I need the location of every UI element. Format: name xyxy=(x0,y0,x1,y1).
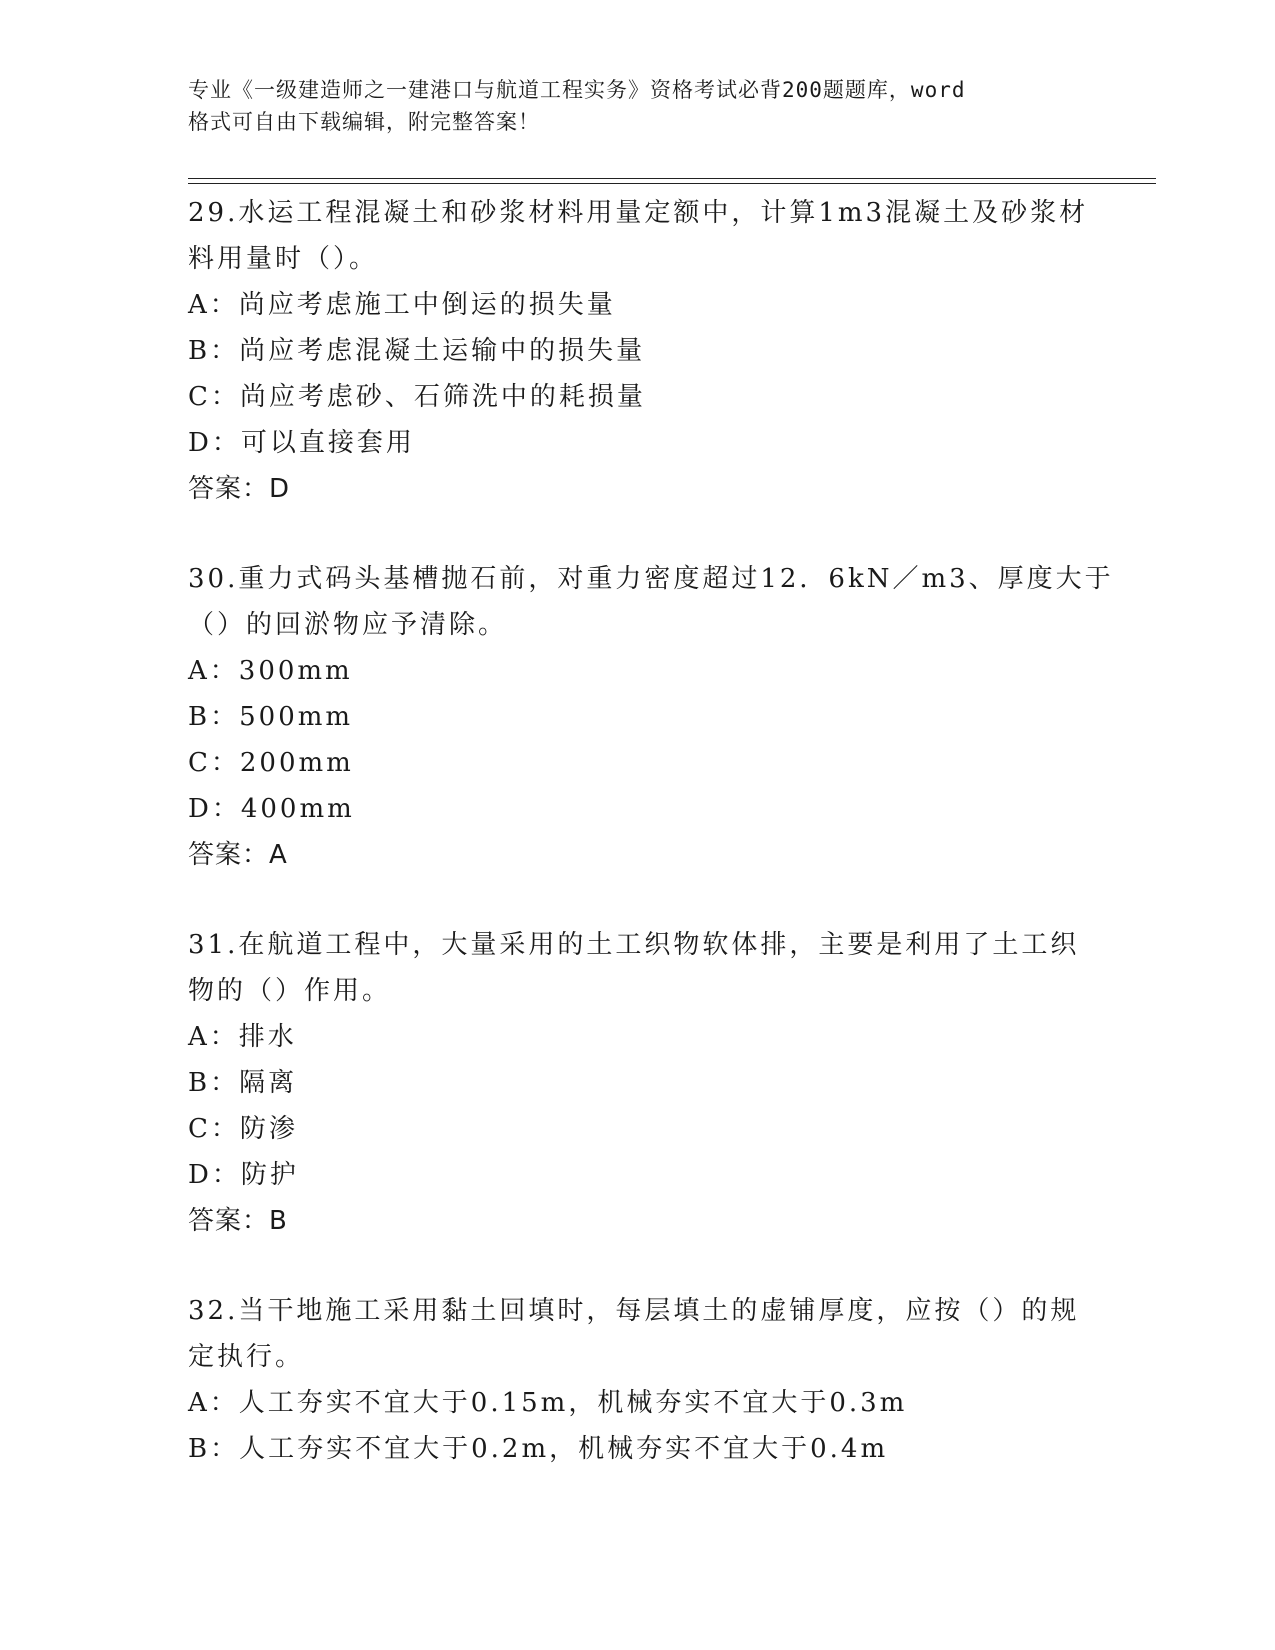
question-text-line: （）的回淤物应予清除。 xyxy=(188,610,508,640)
answer-text: 答案：A xyxy=(188,840,288,870)
option-a: A：尚应考虑施工中倒运的损失量 xyxy=(188,290,616,320)
option-b: B：隔离 xyxy=(188,1068,298,1098)
question-29 xyxy=(188,190,1088,512)
document-header xyxy=(188,74,1088,138)
option-b: B：尚应考虑混凝土运输中的损失量 xyxy=(188,336,646,366)
option-a: A：300mm xyxy=(188,656,353,686)
question-text-line: 30.重力式码头基槽抛石前，对重力密度超过12．6kN／m3、厚度大于 xyxy=(188,564,1114,594)
question-31 xyxy=(188,922,1088,1244)
answer-text: 答案：B xyxy=(188,1206,288,1236)
option-b: B：人工夯实不宜大于0.2m，机械夯实不宜大于0.4m xyxy=(188,1434,889,1464)
question-text-line: 31.在航道工程中，大量采用的土工织物软体排，主要是利用了土工织 xyxy=(188,930,1080,960)
option-a: A：排水 xyxy=(188,1022,297,1052)
option-a: A：人工夯实不宜大于0.15m，机械夯实不宜大于0.3m xyxy=(188,1388,908,1418)
answer-text: 答案：D xyxy=(188,474,291,504)
option-c: C：200mm xyxy=(188,748,354,778)
question-text-line: 定执行。 xyxy=(188,1342,305,1372)
option-c: C：防渗 xyxy=(188,1114,298,1144)
question-text-line: 29.水运工程混凝土和砂浆材料用量定额中，计算1m3混凝土及砂浆材 xyxy=(188,198,1089,228)
question-30 xyxy=(188,556,1114,878)
question-text-line: 物的（）作用。 xyxy=(188,976,392,1006)
option-c: C：尚应考虑砂、石筛洗中的耗损量 xyxy=(188,382,646,412)
option-d: D：400mm xyxy=(188,794,355,824)
header-line-2: 格式可自由下载编辑，附完整答案！ xyxy=(188,110,540,134)
question-text-line: 料用量时（）。 xyxy=(188,244,379,274)
option-d: D：防护 xyxy=(188,1160,299,1190)
header-line-1: 专业《一级建造师之一建港口与航道工程实务》资格考试必背200题题库，word xyxy=(188,78,966,102)
question-32 xyxy=(188,1288,1088,1472)
question-list xyxy=(188,190,1114,1516)
question-text-line: 32.当干地施工采用黏土回填时，每层填土的虚铺厚度，应按（）的规 xyxy=(188,1296,1080,1326)
header-divider-top xyxy=(188,178,1156,179)
option-b: B：500mm xyxy=(188,702,354,732)
header-divider-bottom xyxy=(188,183,1156,184)
option-d: D：可以直接套用 xyxy=(188,428,415,458)
